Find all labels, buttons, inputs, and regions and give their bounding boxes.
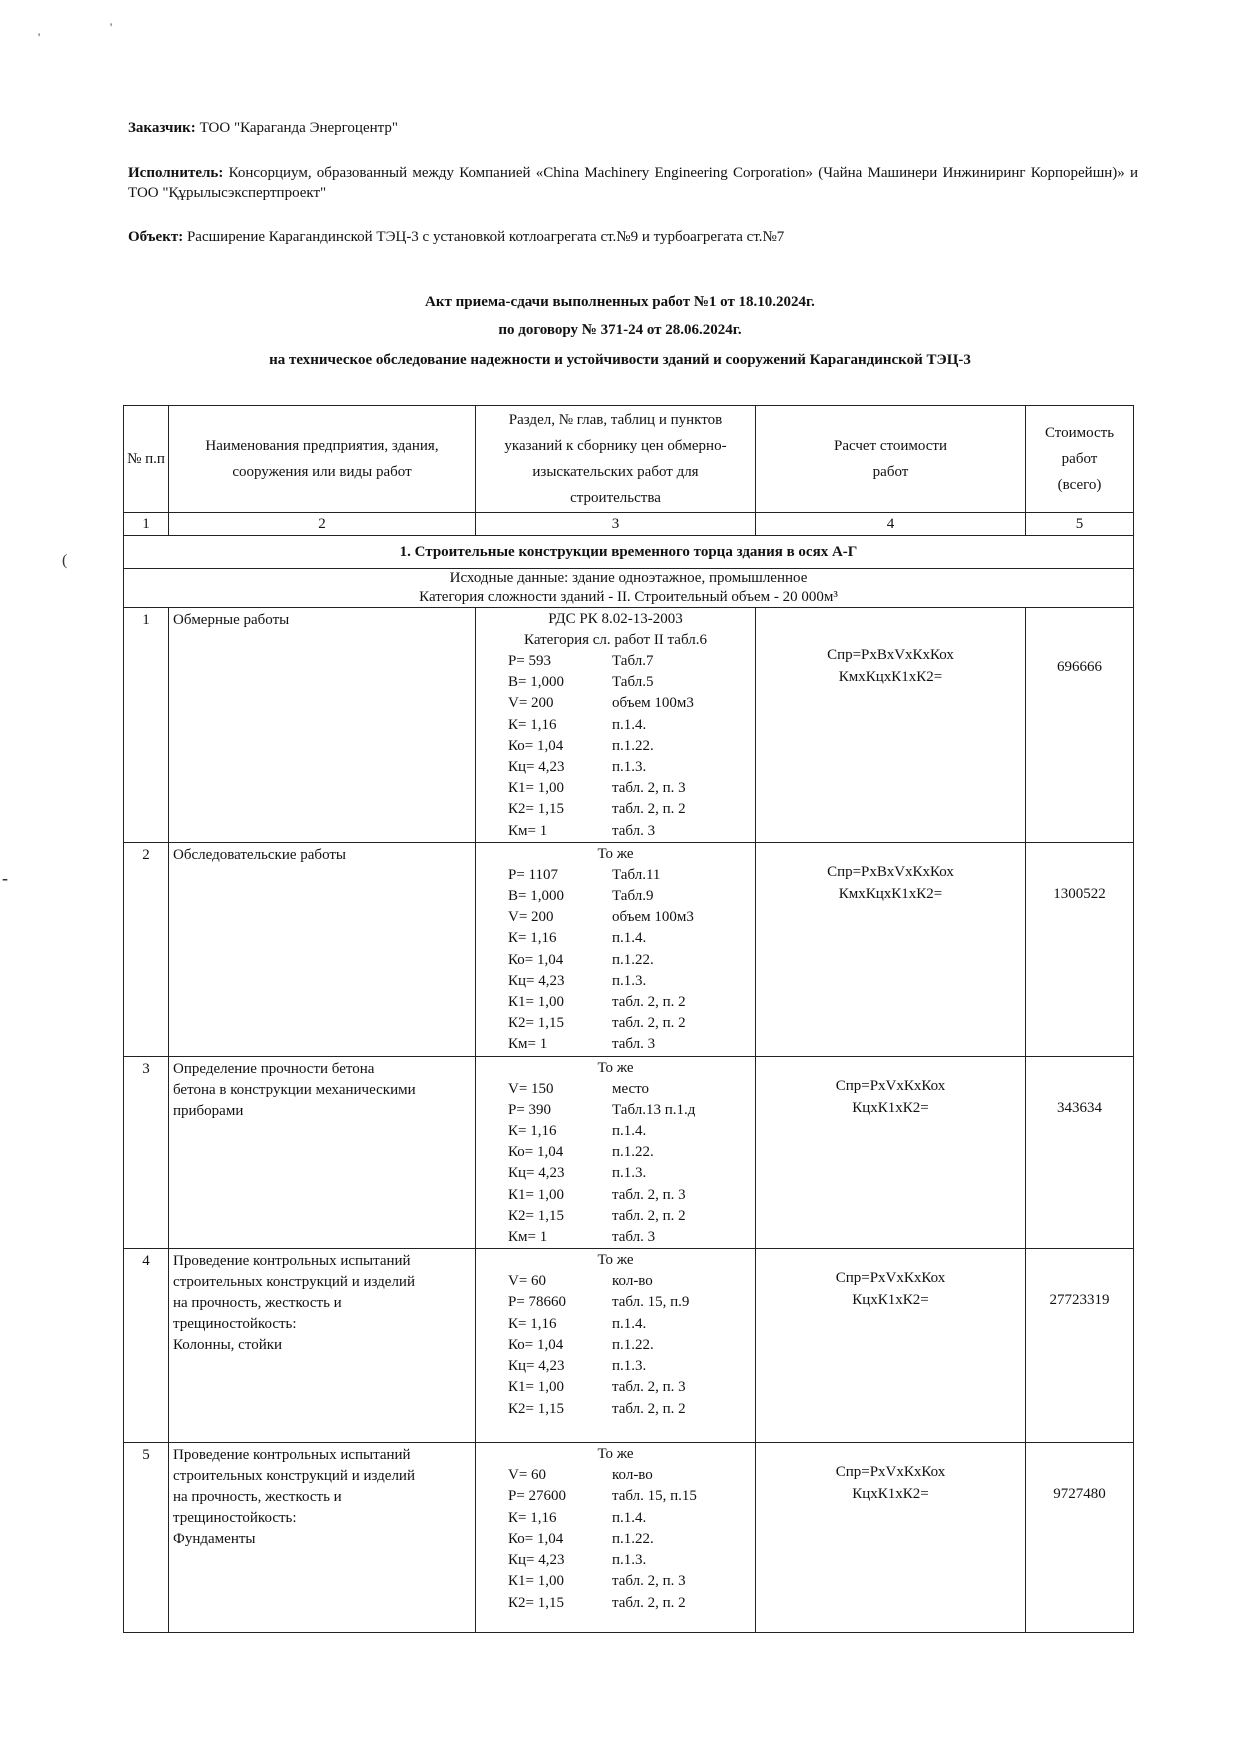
act-title: Акт приема-сдачи выполненных работ №1 от 18.10.2024г. (425, 294, 815, 310)
work-name (169, 1056, 476, 1249)
param-ref: п.1.3. (612, 972, 647, 989)
col-header-name: Наименования предприятия, здания, сооружения или виды работ (169, 406, 476, 513)
object-line (128, 227, 784, 247)
param-key: Кц= 4,23 (508, 1358, 565, 1375)
param-ref: п.1.4. (612, 1123, 647, 1140)
param-key: К1= 1,00 (508, 1186, 564, 1203)
param-key: Р= 1107 (508, 866, 558, 883)
param-key: Кц= 4,23 (508, 972, 565, 989)
table-row (124, 608, 1134, 843)
work-name-line: строительных конструкций и изделий (173, 1468, 415, 1485)
param-row (476, 1335, 755, 1356)
param-ref: п.1.4. (612, 716, 647, 733)
param-ref: табл. 15, п.9 (612, 1294, 690, 1311)
param-key: Кц= 4,23 (508, 1552, 565, 1569)
param-list (476, 1079, 755, 1249)
param-key: Р= 593 (508, 653, 552, 669)
executor-label: Исполнитель: (128, 165, 224, 181)
param-key: К1= 1,00 (508, 994, 564, 1011)
param-key: Ко= 1,04 (508, 1336, 564, 1353)
param-ref: Табл.7 (612, 653, 654, 669)
param-list (476, 865, 755, 1056)
work-name-line: Проведение контрольных испытаний (173, 1447, 411, 1464)
work-name: Обследовательские работы (169, 842, 476, 1056)
param-row (476, 865, 755, 886)
param-row (476, 1399, 755, 1420)
cost-value: 343634 (1026, 1056, 1134, 1249)
param-row (476, 1185, 755, 1206)
param-row (476, 1034, 755, 1055)
param-key: Км= 1 (508, 1229, 548, 1246)
param-ref: п.1.22. (612, 737, 654, 754)
param-key: Ко= 1,04 (508, 737, 564, 754)
table-row (124, 1056, 1134, 1249)
param-ref: Табл.11 (612, 866, 661, 883)
param-key: В= 1,000 (508, 674, 564, 691)
param-key: Ко= 1,04 (508, 1530, 564, 1547)
param-key: К1= 1,00 (508, 780, 564, 797)
section-title: 1. Строительные конструкции временного торца здания в осях А-Г (124, 536, 1134, 569)
calc-line: Спр=РхVхКхКох (835, 1270, 946, 1287)
work-name: Обмерные работы (169, 608, 476, 843)
param-ref: место (612, 1080, 650, 1097)
calc-line: Спр=РхВхVхКхКох (827, 647, 954, 663)
param-key: В= 1,000 (508, 888, 564, 905)
param-key: Км= 1 (508, 822, 548, 839)
calc-formula (756, 1443, 1026, 1633)
col-header-ref: Раздел, № глав, таблиц и пунктов указаний к сборнику цен обмерно-изыскательских работ для строительства (476, 406, 756, 513)
work-name-line: Определение прочности бетона (173, 1060, 375, 1077)
param-row (476, 1529, 755, 1550)
contract-title: по договору № 371-24 от 28.06.2024г. (498, 322, 742, 338)
customer-line (128, 118, 398, 138)
work-name (169, 1443, 476, 1633)
col-header-calc: Расчет стоимости работ (756, 406, 1026, 513)
scan-speck: ' (38, 30, 41, 44)
reference-line: То же (597, 1252, 634, 1269)
section-row (124, 536, 1134, 569)
param-row (476, 715, 755, 736)
param-row (476, 778, 755, 799)
reference-cell (476, 1056, 756, 1249)
col-number: 3 (476, 513, 756, 536)
work-name-line: бетона в конструкции механическими (173, 1081, 416, 1098)
param-ref: табл. 2, п. 3 (612, 780, 686, 797)
param-ref: табл. 2, п. 2 (612, 1594, 686, 1611)
reference-line: То же (597, 1059, 634, 1076)
row-number: 1 (124, 608, 169, 843)
param-ref: табл. 3 (612, 822, 656, 839)
param-list (476, 651, 755, 842)
table-header-row (124, 406, 1134, 513)
cost-value: 696666 (1026, 608, 1134, 843)
param-ref: Табл.13 п.1.д (612, 1101, 696, 1118)
calc-line: КмхКцхК1хК2= (838, 669, 943, 685)
reference-line: То же (597, 1446, 634, 1463)
param-row (476, 1013, 755, 1034)
param-ref: п.1.22. (612, 1144, 654, 1161)
param-ref: табл. 2, п. 3 (612, 1573, 686, 1590)
param-key: К2= 1,15 (508, 1207, 564, 1224)
param-ref: п.1.3. (612, 1552, 647, 1569)
initial-data-line: Категория сложности зданий - II. Строительный объем - 20 000м³ (419, 589, 838, 605)
param-ref: табл. 2, п. 2 (612, 1400, 686, 1417)
table-row (124, 1249, 1134, 1443)
initial-data-row (124, 569, 1134, 608)
customer-label: Заказчик: (128, 120, 196, 136)
reference-line: РДС РК 8.02-13-2003 (548, 611, 683, 627)
param-row (476, 950, 755, 971)
param-row (476, 886, 755, 907)
param-key: V= 200 (508, 909, 554, 926)
param-key: Кц= 4,23 (508, 759, 565, 776)
param-ref: табл. 2, п. 3 (612, 1186, 686, 1203)
param-row (476, 928, 755, 949)
param-row (476, 1142, 755, 1163)
param-ref: п.1.4. (612, 1315, 647, 1332)
param-ref: Табл.9 (612, 888, 654, 905)
customer-value: ТОО "Караганда Энергоцентр" (199, 120, 399, 136)
param-list (476, 1271, 755, 1419)
param-key: Р= 78660 (508, 1294, 567, 1311)
param-key: V= 60 (508, 1273, 547, 1290)
param-key: V= 200 (508, 695, 554, 712)
table-row (124, 1443, 1134, 1633)
param-row (476, 672, 755, 693)
col-header-num: № п.п (124, 406, 169, 513)
param-row (476, 1292, 755, 1313)
calc-formula (756, 1056, 1026, 1249)
param-row (476, 971, 755, 992)
param-key: К2= 1,15 (508, 1400, 564, 1417)
param-ref: табл. 3 (612, 1229, 656, 1246)
param-row (476, 1163, 755, 1184)
reference-line: Категория сл. работ II табл.6 (524, 632, 707, 648)
executor-value: Консорциум, образованный между Компанией «China Machinery Engineering Corporation» (Чайна Машинери Инжиниринг Корпорейшн)» и ТОО "Құрылысэкспертпроект" (128, 165, 1139, 201)
executor-line (128, 163, 1138, 203)
param-row (476, 1486, 755, 1507)
param-ref: объем 100м3 (612, 909, 694, 926)
param-key: К= 1,16 (508, 930, 557, 947)
param-key: Км= 1 (508, 1036, 548, 1053)
param-row (476, 736, 755, 757)
calc-line: Спр=РхВхVхКхКох (827, 863, 954, 880)
param-key: К2= 1,15 (508, 801, 564, 818)
param-key: К2= 1,15 (508, 1594, 564, 1611)
param-ref: п.1.3. (612, 1358, 647, 1375)
param-ref: п.1.3. (612, 1165, 647, 1182)
cost-value: 9727480 (1026, 1443, 1134, 1633)
param-key: Кц= 4,23 (508, 1165, 565, 1182)
work-name-line: на прочность, жесткость и (173, 1295, 342, 1312)
param-row (476, 1079, 755, 1100)
reference-cell (476, 842, 756, 1056)
reference-cell (476, 608, 756, 843)
scan-speck: ' (110, 20, 113, 34)
cost-value: 1300522 (1026, 842, 1134, 1056)
param-list (476, 1465, 755, 1613)
param-row (476, 1271, 755, 1292)
scan-speck: - (2, 868, 8, 888)
reference-cell (476, 1443, 756, 1633)
calc-line: Спр=РхVхКхКох (835, 1077, 946, 1094)
param-row (476, 1593, 755, 1614)
cost-value: 27723319 (1026, 1249, 1134, 1443)
scan-speck: ( (62, 552, 68, 569)
param-key: V= 60 (508, 1467, 547, 1484)
param-ref: п.1.22. (612, 1530, 654, 1547)
work-name-line: трещиностойкость: (173, 1510, 297, 1527)
col-number: 2 (169, 513, 476, 536)
work-name-line: приборами (173, 1102, 244, 1119)
param-key: К= 1,16 (508, 1315, 557, 1332)
param-row (476, 1314, 755, 1335)
param-row (476, 1508, 755, 1529)
subject-title: на техническое обследование надежности и устойчивости зданий и сооружений Карагандинской ТЭЦ-3 (269, 352, 971, 368)
row-number: 5 (124, 1443, 169, 1633)
param-ref: кол-во (612, 1273, 653, 1290)
param-key: К= 1,16 (508, 1509, 557, 1526)
param-row (476, 821, 755, 842)
col-number: 1 (124, 513, 169, 536)
row-number: 4 (124, 1249, 169, 1443)
work-name-line: трещиностойкость: (173, 1316, 297, 1333)
calc-formula (756, 1249, 1026, 1443)
param-ref: п.1.4. (612, 1509, 647, 1526)
param-key: Ко= 1,04 (508, 951, 564, 968)
param-row (476, 799, 755, 820)
param-ref: п.1.3. (612, 759, 647, 776)
reference-cell (476, 1249, 756, 1443)
param-key: К= 1,16 (508, 716, 557, 733)
column-number-row (124, 513, 1134, 536)
param-key: К= 1,16 (508, 1123, 557, 1140)
object-value: Расширение Карагандинской ТЭЦ-3 с установкой котлоагрегата ст.№9 и турбоагрегата ст.№7 (186, 229, 785, 245)
param-key: К1= 1,00 (508, 1573, 564, 1590)
param-row (476, 1206, 755, 1227)
param-key: Р= 27600 (508, 1488, 567, 1505)
work-name-line: Проведение контрольных испытаний (173, 1253, 411, 1270)
param-ref: табл. 3 (612, 1036, 656, 1053)
col-number: 5 (1026, 513, 1134, 536)
param-row (476, 1465, 755, 1486)
param-ref: табл. 2, п. 2 (612, 1207, 686, 1224)
param-ref: объем 100м3 (612, 695, 694, 712)
calc-line: КмхКцхК1хК2= (838, 885, 943, 902)
table-row (124, 842, 1134, 1056)
param-ref: табл. 2, п. 2 (612, 994, 686, 1011)
param-row (476, 651, 755, 672)
work-name-line: на прочность, жесткость и (173, 1489, 342, 1506)
work-name-line: Колонны, стойки (173, 1337, 283, 1354)
calc-line: КцхК1хК2= (852, 1292, 929, 1309)
param-key: Р= 390 (508, 1101, 552, 1118)
param-ref: табл. 2, п. 2 (612, 1015, 686, 1032)
work-name-line: Фундаменты (173, 1531, 256, 1548)
param-row (476, 1121, 755, 1142)
param-key: К1= 1,00 (508, 1379, 564, 1396)
object-label: Объект: (128, 229, 184, 245)
work-name (169, 1249, 476, 1443)
param-key: Ко= 1,04 (508, 1144, 564, 1161)
calc-line: Спр=РхVхКхКох (835, 1464, 946, 1481)
param-row (476, 1227, 755, 1248)
param-row (476, 693, 755, 714)
row-number: 2 (124, 842, 169, 1056)
reference-line: То же (597, 845, 634, 862)
initial-data-line: Исходные данные: здание одноэтажное, промышленное (449, 570, 808, 586)
initial-data (124, 569, 1134, 608)
param-row (476, 907, 755, 928)
param-ref: табл. 2, п. 3 (612, 1379, 686, 1396)
param-ref: табл. 15, п.15 (612, 1488, 697, 1505)
works-table (123, 405, 1134, 1633)
calc-line: КцхК1хК2= (852, 1099, 929, 1116)
param-ref: табл. 2, п. 2 (612, 801, 686, 818)
col-number: 4 (756, 513, 1026, 536)
calc-formula (756, 842, 1026, 1056)
param-ref: п.1.22. (612, 951, 654, 968)
param-key: К2= 1,15 (508, 1015, 564, 1032)
row-number: 3 (124, 1056, 169, 1249)
param-ref: Табл.5 (612, 674, 654, 691)
param-ref: кол-во (612, 1467, 653, 1484)
param-row (476, 1571, 755, 1592)
param-row (476, 1550, 755, 1571)
param-ref: п.1.4. (612, 930, 647, 947)
calc-formula (756, 608, 1026, 843)
param-row (476, 1356, 755, 1377)
param-row (476, 992, 755, 1013)
work-name-line: строительных конструкций и изделий (173, 1274, 415, 1291)
col-header-cost: Стоимость работ (всего) (1026, 406, 1134, 513)
param-row (476, 1100, 755, 1121)
calc-line: КцхК1хК2= (852, 1486, 929, 1503)
param-row (476, 1377, 755, 1398)
param-ref: п.1.22. (612, 1336, 654, 1353)
param-key: V= 150 (508, 1080, 554, 1097)
param-row (476, 757, 755, 778)
